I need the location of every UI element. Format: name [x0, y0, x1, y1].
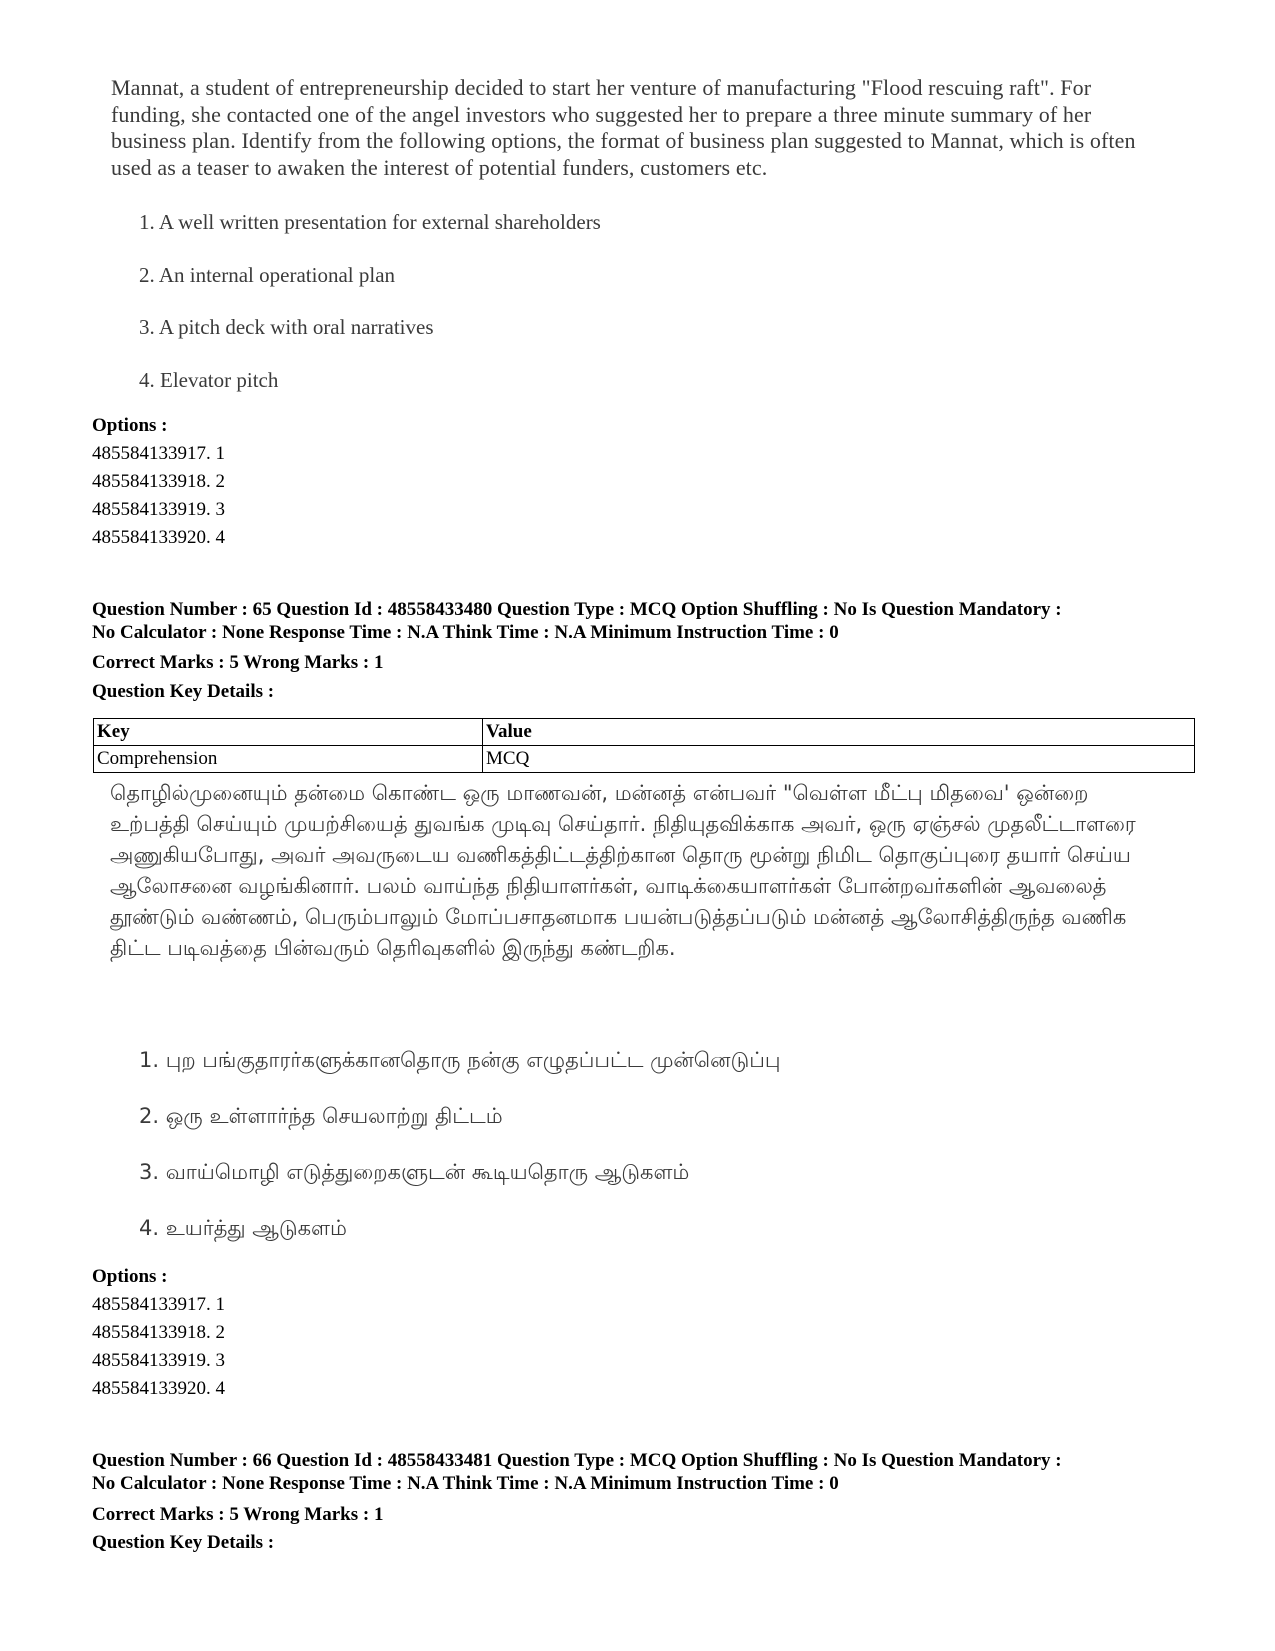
choice-4-tamil: 4. உயர்த்து ஆடுகளம்: [139, 1216, 347, 1240]
choice-2-tamil: 2. ஒரு உள்ளார்ந்த செயலாற்று திட்டம்: [139, 1104, 503, 1128]
question-stem-english: Mannat, a student of entrepreneurship decided to start her venture of manufacturing "Flood rescuing raft". For funding, she contacted one of the angel investors who suggested her to prepare a three minute summary of her business plan. Identify from the following options, the format of business plan suggested to Mannat, which is often used as a teaser to awaken the interest of potential funders, customers etc.: [111, 75, 1136, 180]
options-heading: Options :: [92, 1266, 168, 1287]
question-66-marks: Correct Marks : 5 Wrong Marks : 1: [92, 1504, 384, 1525]
key-table-cell-key: Comprehension: [94, 746, 483, 773]
option-id-1: 485584133917. 1: [92, 1294, 225, 1315]
key-table-header-row: [94, 719, 1195, 746]
question-65-meta-line2: No Calculator : None Response Time : N.A Think Time : N.A Minimum Instruction Time : 0: [92, 622, 839, 643]
question-65-meta: [92, 598, 1172, 644]
choice-3-tamil: 3. வாய்மொழி எடுத்துறைகளுடன் கூடியதொரு ஆடுகளம்: [139, 1160, 690, 1184]
option-id-3: 485584133919. 3: [92, 499, 225, 520]
option-id-3: 485584133919. 3: [92, 1350, 225, 1371]
choice-1-tamil: 1. புற பங்குதாரர்களுக்கானதொரு நன்கு எழுதப்பட்ட முன்னெடுப்பு: [139, 1048, 781, 1072]
question-66-meta-line1: Question Number : 66 Question Id : 48558433481 Question Type : MCQ Option Shuffling : No Is Question Mandatory :: [92, 1450, 1062, 1471]
option-id-2: 485584133918. 2: [92, 471, 225, 492]
question-65-key-details-heading: Question Key Details :: [92, 681, 275, 702]
option-id-2: 485584133918. 2: [92, 1322, 225, 1343]
key-table-cell-value: MCQ: [483, 746, 1195, 773]
key-table-header-key: Key: [94, 719, 483, 746]
question-65-marks: Correct Marks : 5 Wrong Marks : 1: [92, 652, 384, 673]
question-66-meta-line2: No Calculator : None Response Time : N.A Think Time : N.A Minimum Instruction Time : 0: [92, 1473, 839, 1494]
choice-4-english: 4. Elevator pitch: [139, 368, 279, 392]
option-id-4: 485584133920. 4: [92, 1378, 225, 1399]
options-heading: Options :: [92, 415, 168, 436]
option-id-4: 485584133920. 4: [92, 527, 225, 548]
choice-3-english: 3. A pitch deck with oral narratives: [139, 315, 434, 339]
question-66-meta: [92, 1449, 1172, 1495]
question-66-key-details-heading: Question Key Details :: [92, 1532, 275, 1553]
choice-1-english: 1. A well written presentation for external shareholders: [139, 210, 601, 234]
question-65-key-table: [93, 718, 1195, 773]
question-stem-tamil: தொழில்முனையும் தன்மை கொண்ட ஒரு மாணவன், மன்னத் என்பவர் "வெள்ள மீட்பு மிதவை' ஒன்றை உற்பத்தி செய்யும் முயற்சியைத் துவங்க முடிவு செய்தார். நிதியுதவிக்காக அவர், ஒரு ஏஞ்சல் முதலீட்டாளரை அணுகியபோது, அவர் அவருடைய வணிகத்திட்டத்திற்கான தொரு மூன்று நிமிட தொகுப்புரை தயார் செய்ய ஆலோசனை வழங்கினார். பலம் வாய்ந்த நிதியாளர்கள், வாடிக்கையாளர்கள் போன்றவர்களின் ஆவலைத் தூண்டும் வண்ணம், பெரும்பாலும் மோப்பசாதனமாக பயன்படுத்தப்படும் மன்னத் ஆலோசித்திருந்த வணிக திட்ட படிவத்தை பின்வரும் தெரிவுகளில் இருந்து கண்டறிக.: [110, 781, 1136, 960]
key-table-header-value: Value: [483, 719, 1195, 746]
table-row: [94, 746, 1195, 773]
question-65-meta-line1: Question Number : 65 Question Id : 48558433480 Question Type : MCQ Option Shuffling : No Is Question Mandatory :: [92, 599, 1062, 620]
choice-2-english: 2. An internal operational plan: [139, 263, 396, 287]
option-id-1: 485584133917. 1: [92, 443, 225, 464]
